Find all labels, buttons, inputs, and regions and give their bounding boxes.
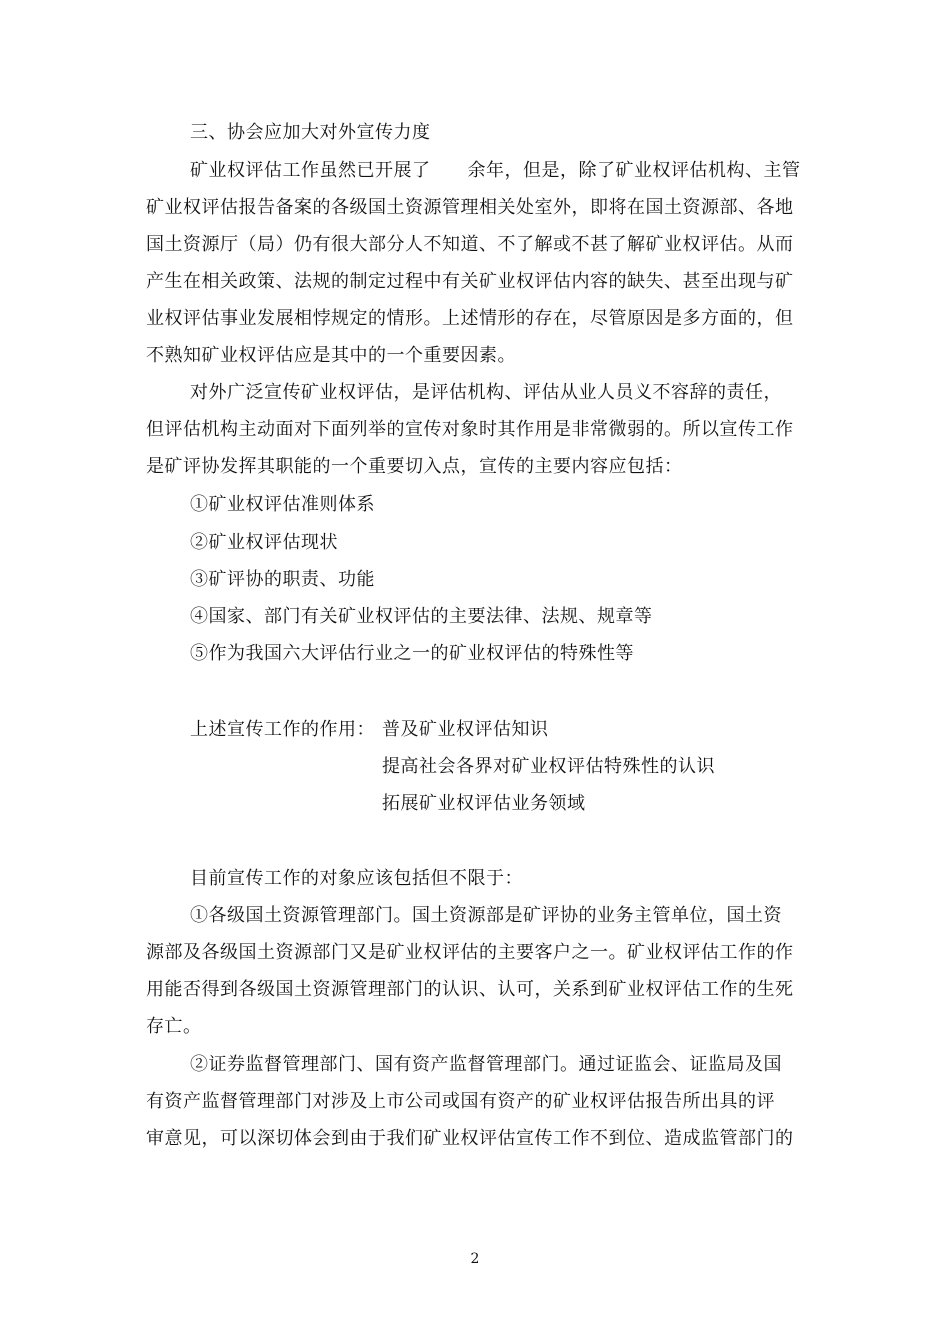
list-item: ③矿评协的职责、功能: [190, 569, 375, 590]
paragraph-line: 不熟知矿业权评估应是其中的一个重要因素。: [146, 345, 516, 366]
paragraph-line: ①各级国土资源管理部门。国土资源部是矿评协的业务主管单位，国土资: [190, 905, 782, 926]
paragraph-line: ②证券监督管理部门、国有资产监督管理部门。通过证监会、证监局及国: [190, 1054, 782, 1075]
section-heading: 三、协会应加大对外宣传力度: [190, 122, 431, 143]
paragraph-line: 矿业权评估工作虽然已开展了 余年，但是，除了矿业权评估机构、主管: [190, 160, 801, 181]
paragraph-line: 矿业权评估报告备案的各级国土资源管理相关处室外，即将在国土资源部、各地: [146, 197, 794, 218]
effect-item: 提高社会各界对矿业权评估特殊性的认识: [382, 756, 715, 777]
targets-intro: 目前宣传工作的对象应该包括但不限于：: [190, 868, 523, 889]
paragraph-line: 但评估机构主动面对下面列举的宣传对象时其作用是非常微弱的。所以宣传工作: [146, 419, 794, 440]
paragraph-line: 对外广泛宣传矿业权评估，是评估机构、评估从业人员义不容辞的责任，: [190, 382, 782, 403]
paragraph-line: 存亡。: [146, 1016, 202, 1037]
effect-item: 拓展矿业权评估业务领域: [382, 793, 586, 814]
paragraph-line: 是矿评协发挥其职能的一个重要切入点，宣传的主要内容应包括：: [146, 456, 683, 477]
list-item: ⑤作为我国六大评估行业之一的矿业权评估的特殊性等: [190, 643, 634, 664]
list-item: ②矿业权评估现状: [190, 532, 338, 553]
paragraph-line: 业权评估事业发展相悖规定的情形。上述情形的存在，尽管原因是多方面的，但: [146, 308, 794, 329]
paragraph-line: 审意见，可以深切体会到由于我们矿业权评估宣传工作不到位、造成监管部门的: [146, 1128, 794, 1149]
paragraph-line: 用能否得到各级国土资源管理部门的认识、认可，关系到矿业权评估工作的生死: [146, 979, 794, 1000]
paragraph-line: 产生在相关政策、法规的制定过程中有关矿业权评估内容的缺失、甚至出现与矿: [146, 271, 794, 292]
effect-item: 普及矿业权评估知识: [382, 719, 549, 740]
paragraph-line: 源部及各级国土资源部门又是矿业权评估的主要客户之一。矿业权评估工作的作: [146, 942, 794, 963]
page-number: 2: [470, 1251, 480, 1267]
paragraph-line: 国土资源厅（局）仍有很大部分人不知道、不了解或不甚了解矿业权评估。从而: [146, 234, 794, 255]
list-item: ①矿业权评估准则体系: [190, 494, 375, 515]
list-item: ④国家、部门有关矿业权评估的主要法律、法规、规章等: [190, 606, 653, 627]
paragraph-line: 有资产监督管理部门对涉及上市公司或国有资产的矿业权评估报告所出具的评: [146, 1091, 775, 1112]
effects-label: 上述宣传工作的作用：: [190, 719, 375, 740]
